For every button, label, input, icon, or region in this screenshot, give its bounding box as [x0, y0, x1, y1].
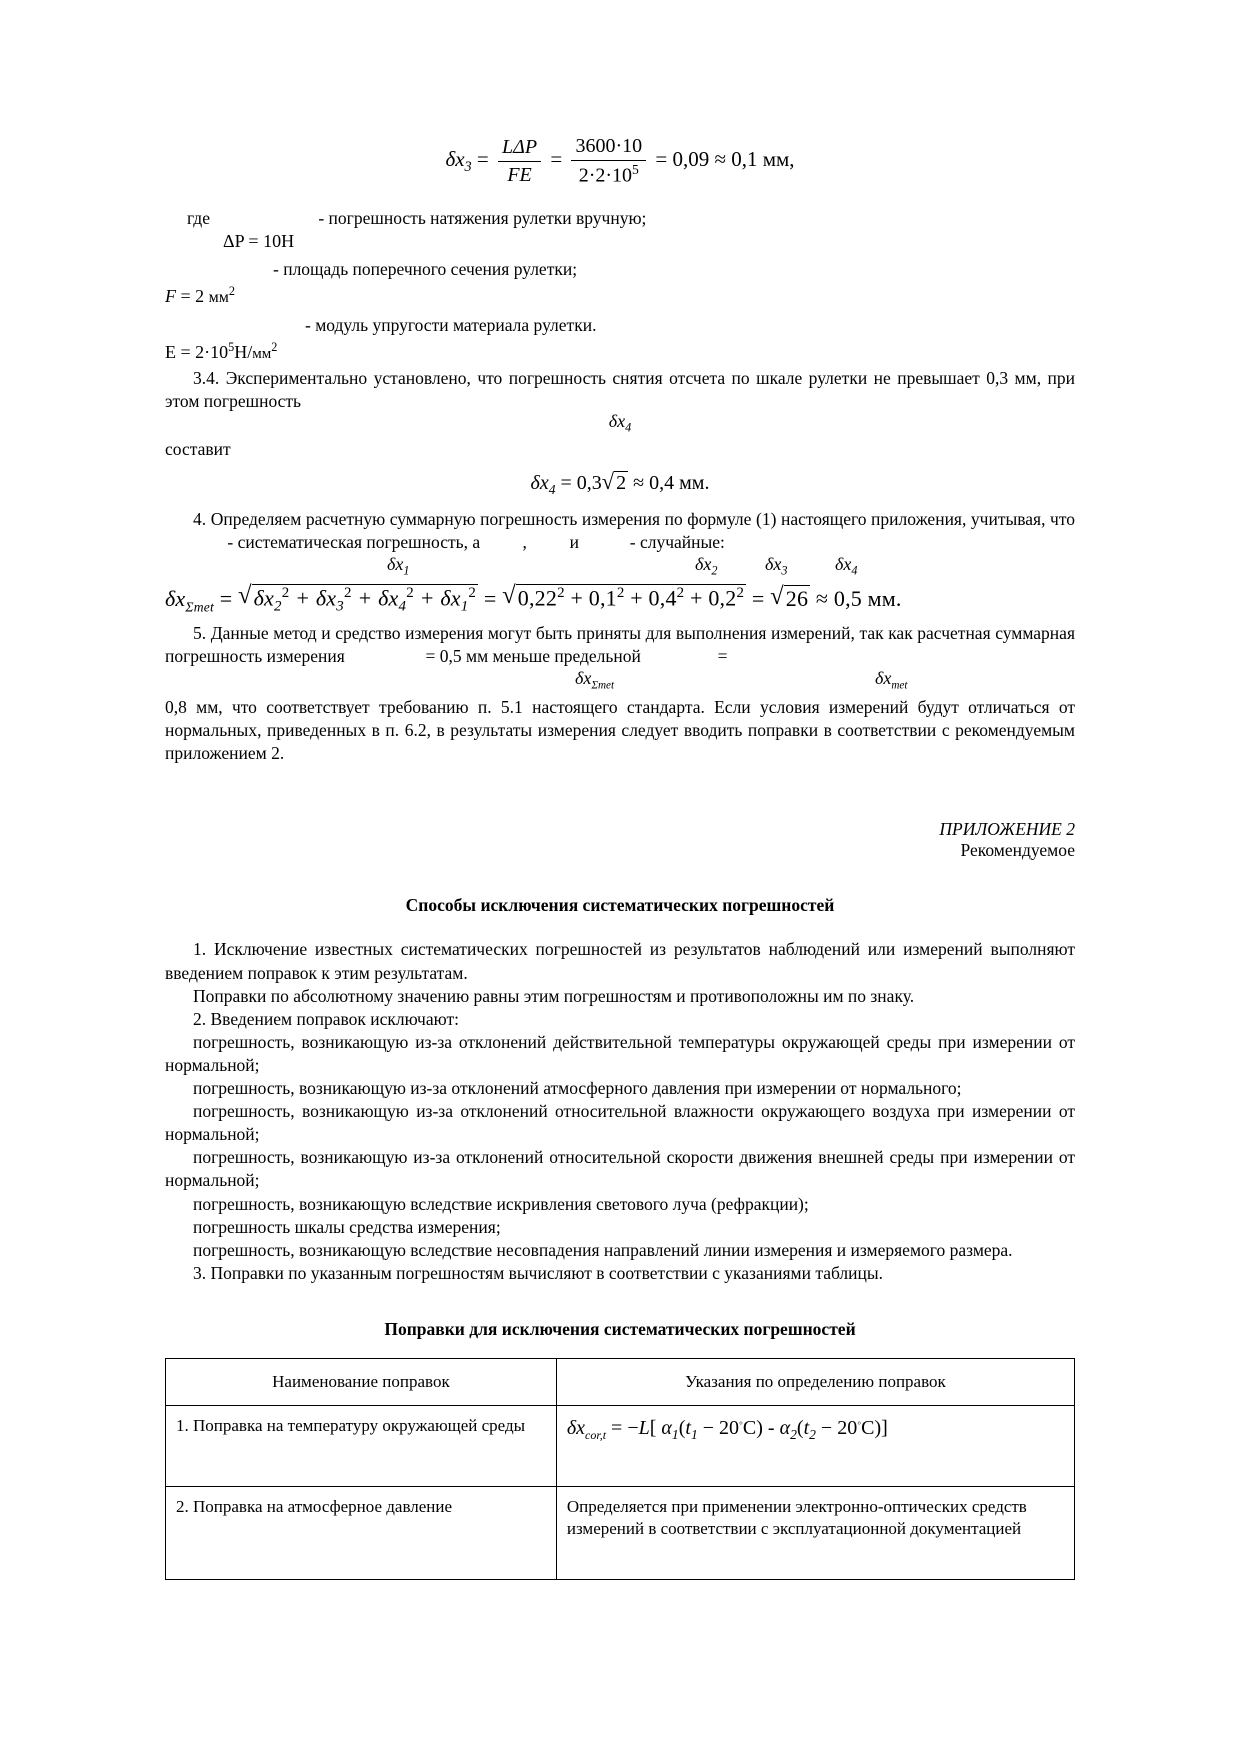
symbol-dx4: $\delta x_4$: [835, 554, 858, 578]
table-cell-name-1: 1. Поправка на температуру окружающей среды: [166, 1405, 557, 1486]
paragraph-5-text-c: =: [717, 646, 728, 667]
formula-dx3: $\delta x_3$ = $\frac{\text{LΔP}}{FE}$ = $\frac{3600\cdot 10}{2\cdot 2\cdot 10^5}$ = 0,09 ≈ 0,1 мм,: [445, 135, 795, 187]
where-symbol-2: F = 2 $мм^2$: [165, 283, 236, 306]
where-row-2: [165, 258, 1075, 281]
where-symbol-1: ΔP = 10Н: [223, 230, 295, 251]
appendix-item-7: погрешность, возникающую вследствие искривления светового луча (рефракции);: [193, 1193, 809, 1214]
corrections-table: [165, 1358, 1075, 1580]
appendix-item-4: погрешность, возникающую из-за отклонений атмосферного давления при измерении от нормального;: [193, 1078, 962, 1099]
paragraph-5-text-b: = 0,5 мм меньше предельной: [425, 646, 641, 667]
appendix-item-8: погрешность шкалы средства измерения;: [193, 1216, 501, 1237]
paragraph-4-text-c: - случайные:: [629, 532, 725, 553]
symbol-dx-sum-met: $\delta x_{\Sigma met}$: [575, 668, 615, 692]
table-row: [166, 1486, 1075, 1579]
appendix-title: ПРИЛОЖЕНИЕ 2: [939, 819, 1075, 840]
paragraph-5-text-a: 5. Данные метод и средство измерения могут быть приняты для выполнения измерений, так как расчетная суммарная погрешность измерения: [165, 623, 1075, 667]
where-row-1: [165, 207, 1075, 230]
appendix-item-10: 3. Поправки по указанным погрешностям вычисляют в соответствии с указаниями таблицы.: [193, 1262, 884, 1283]
table-cell-name-2: 2. Поправка на атмосферное давление: [166, 1486, 557, 1579]
appendix-item-0: 1. Исключение известных систематических погрешностей из результатов наблюдений или измерений выполняют введением поправок к этим результатам.: [165, 939, 1075, 983]
table-header-value: Указания по определению поправок: [556, 1358, 1074, 1405]
symbol-dx2: $\delta x_2$: [695, 554, 718, 578]
where-label: где: [187, 207, 210, 228]
where-text-2: - площадь поперечного сечения рулетки;: [273, 258, 578, 279]
appendix-item-9: погрешность, возникающую вследствие несовпадения направлений линии измерения и измеряемого размера.: [193, 1239, 1013, 1260]
formula-dx4: $\delta x_4 = 0,3$ √ 2 ≈ 0,4 мм.: [165, 471, 1075, 498]
paragraph-4-text-a: 4. Определяем расчетную суммарную погрешность измерения по формуле (1) настоящего приложения, учитывая, что: [193, 509, 1075, 530]
appendix-subtitle: Рекомендуемое: [960, 840, 1075, 861]
symbol-dx3: $\delta x_3$: [765, 554, 788, 578]
paragraph-3-4-symbol: $\delta x_4$: [608, 411, 632, 436]
paragraph-3-4-tail: составит: [165, 439, 231, 460]
formula-sum: $\delta x_{\Sigma met}$ = √ $\delta x_2^2 + \delta x_3^2 + \delta x_4^2 + \delta x_1^2$ = √ $0,22^2 + 0,1^2 + 0,4^2 + 0,2^2$ = √ 26 ≈ 0,5 мм.: [165, 584, 1075, 616]
paragraph-4-and: и: [569, 532, 580, 553]
paragraph-4: 4. Определяем расчетную суммарную погрешность измерения по формуле (1) настоящего приложения, учитывая, что - систематическая погрешность, а , и - случайные:: [193, 509, 1075, 553]
table-cell-value-2: Определяется при применении электронно-оптических средств измерений в соответствии с эксплуатационной документацией: [556, 1486, 1074, 1579]
paragraph-5-text-d: 0,8 мм, что соответствует требованию п. 5.1 настоящего стандарта. Если условия измерений будут отличаться от нормальных, приведенных в п. 6.2, в результаты измерения следует вводить поправки в соответствии с рекомендуемым приложением 2.: [165, 697, 1075, 764]
table-row: [166, 1405, 1075, 1486]
appendix-item-1: Поправки по абсолютному значению равны этим погрешностям и противоположны им по знаку.: [193, 985, 915, 1006]
table-header-row: [166, 1358, 1075, 1405]
symbol-dx-met: $\delta x_{met}$: [875, 668, 908, 692]
where-text-3: - модуль упругости материала рулетки.: [305, 315, 597, 336]
paragraph-5: [165, 622, 1075, 668]
table-title: Поправки для исключения систематических погрешностей: [384, 1318, 856, 1339]
where-symbol-3: $E = 2\cdot 10^5Н/мм^2$: [165, 340, 278, 363]
appendix-item-5: погрешность, возникающую из-за отклонений относительной влажности окружающего воздуха при измерении от нормальной;: [165, 1101, 1075, 1145]
table-cell-formula-1: $\delta x_{cor,t} = -L$[ $\alpha_1(t_1 - 20^◦C) - \alpha_2(t_2 - 20^◦C)$]: [556, 1405, 1074, 1486]
appendix-item-6: погрешность, возникающую из-за отклонений относительной скорости движения внешней среды при измерении от нормальной;: [165, 1147, 1075, 1191]
paragraph-3-4: 3.4. Экспериментально установлено, что погрешность снятия отсчета по шкале рулетки не превышает 0,3 мм, при этом погрешность: [165, 368, 1075, 412]
where-text-1: - погрешность натяжения рулетки вручную;: [318, 207, 647, 228]
appendix-item-3: погрешность, возникающую из-за отклонений действительной температуры окружающей среды при измерении от нормальной;: [165, 1031, 1075, 1075]
appendix-section-title: Способы исключения систематических погрешностей: [405, 895, 835, 916]
symbol-dx1: $\delta x_1$: [387, 554, 410, 578]
paragraph-4-text-b: - систематическая погрешность, а: [227, 532, 481, 553]
where-row-3: [165, 314, 1075, 337]
table-header-name: Наименование поправок: [166, 1358, 557, 1405]
appendix-item-2: 2. Введением поправок исключают:: [193, 1008, 459, 1029]
